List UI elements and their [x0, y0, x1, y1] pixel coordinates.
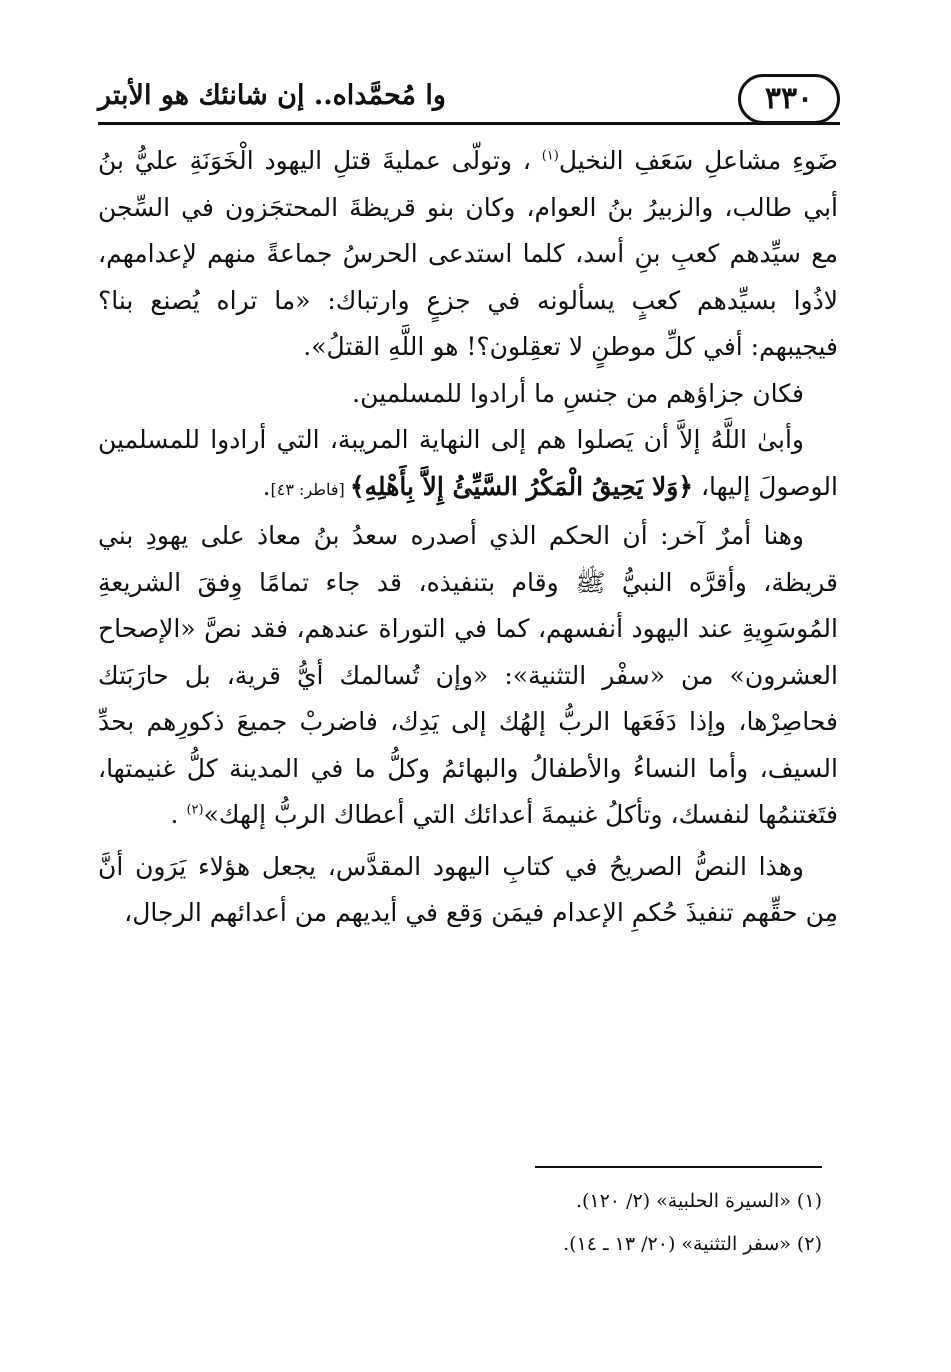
page-number-badge	[738, 74, 840, 124]
footnote-marker: (١)	[541, 148, 559, 164]
footnote-1: (١) «السيرة الحلبية» (٢/ ١٢٠).	[575, 1190, 822, 1212]
footnotes	[98, 1180, 822, 1266]
paragraph	[98, 513, 838, 839]
paragraph-text: ضَوءِ مشاعلِ سَعَفِ النخيل	[558, 146, 838, 175]
page-header	[98, 74, 840, 124]
paragraph-text: وهذا النصُّ الصريحُ في كتابِ اليهود المقدَّس، يجعل هؤلاء يَرَون أنَّ مِن حقِّهم تنفيذَ حُكمِ الإعدام فيمَن وَقع في أيديهم من أعدائهم الرجال،	[98, 851, 838, 927]
paragraph-text: فكان جزاؤهم من جنسِ ما أرادوا للمسلمين.	[352, 378, 804, 408]
paragraph-text: وهنا أمرٌ آخر: أن الحكم الذي أصدره سعدُ بنُ معاذ على يهودِ بني قريظة، وأقرَّه النبيُّ ﷺ وقام بتنفيذه، قد جاء تمامًا وِفقَ الشريعةِ المُوسَوِيةِ عند اليهود أنفسهم، كما في التوراة عندهم، فقد نصَّ «الإصحاح العشرون» من «سفْر التثنية»: «وإن تُسالمك أيُّ قرية، بل حارَبَتك فحاصِرْها، وإذا دَفَعَها الربُّ إلهُك إلى يَدِك، فاضربْ جميعَ ذكورِهم بحدِّ السيف، وأما النساءُ والأطفالُ والبهائمُ وكلُّ ما في المدينة كلُّ غنيمتها، فتَغتنمُها لنفسك، وتأكلُ غنيمةَ أعدائك التي أعطاك الربُّ إلهك»	[98, 521, 838, 829]
paragraph-text: ، وتولّى عمليةَ قتلِ اليهود الْخَوَنَةِ عليُّ بنُ أبي طالب، والزبيرُ بنُ العوام، وكان بنو قريظةَ المحتجَزون في السِّجن مع سيِّدهم كعبِ بنِ أسد، كلما استدعى الحرسُ جماعةً منهم لإعدامهم، لاذُوا بسيِّدهم كعبٍ يسألونه في جزعٍ وارتباك: «ما تراه يُصنع بنا؟ فيجيبهم: أفي كلِّ موطنٍ لا تعقِلون؟! هو اللَّهِ القتلُ».	[98, 146, 838, 361]
quran-verse: ﴿وَلا يَحِيقُ الْمَكْرُ السَّيِّئُ إِلاَّ بِأَهْلِهِ﴾	[349, 471, 693, 501]
body-text	[98, 138, 838, 937]
paragraph	[98, 371, 838, 418]
paragraph	[98, 138, 838, 371]
page-number: ٣٣٠	[764, 81, 814, 116]
footnote-2: (٢) «سفر التثنية» (٢٠/ ١٣ ـ ١٤).	[563, 1233, 822, 1255]
header-rule	[98, 122, 840, 125]
paragraph-text: .	[170, 800, 187, 829]
paragraph-text: .	[262, 471, 271, 501]
footnote-separator	[535, 1166, 822, 1168]
paragraph-text: وأبىٰ اللَّهُ إلاَّ أن يَصلوا هم إلى النهاية المريبة، التي أرادوا للمسلمين الوصولَ إليها،	[98, 425, 838, 501]
verse-citation: [فاطر: ٤٣]	[270, 479, 350, 499]
footnote-marker: (٢)	[186, 802, 204, 818]
paragraph	[98, 844, 838, 937]
paragraph	[98, 417, 838, 513]
running-title: وا مُحمَّداه.. إن شانئك هو الأبتر	[98, 80, 446, 111]
